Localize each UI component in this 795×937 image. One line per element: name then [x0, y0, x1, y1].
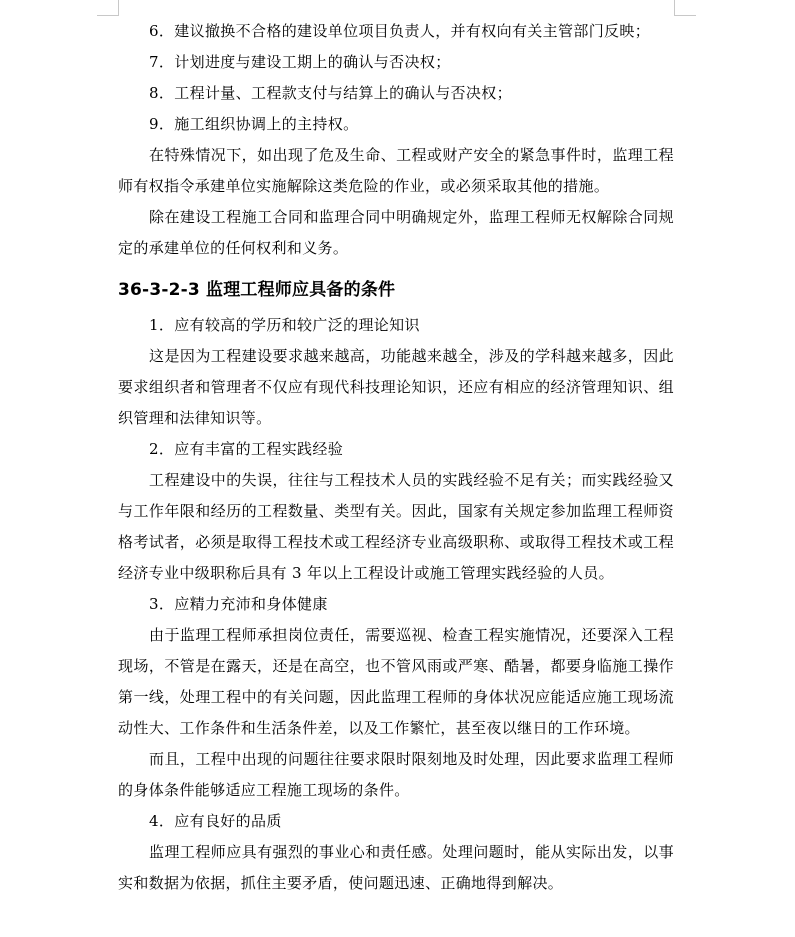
paragraph: 在特殊情况下，如出现了危及生命、工程或财产安全的紧急事件时，监理工程师有权指令承建单位实施解除这类危险的作业，或必须采取其他的措施。	[118, 146, 674, 195]
list-item: 1．应有较高的学历和较广泛的理论知识	[149, 316, 420, 334]
list-item: 9．施工组织协调上的主持权。	[149, 115, 359, 133]
crop-mark-top-left	[97, 15, 119, 16]
document-body	[118, 16, 674, 899]
crop-mark-top-left	[118, 0, 119, 16]
list-item: 6．建议撤换不合格的建设单位项目负责人，并有权向有关主管部门反映；	[149, 22, 651, 40]
list-item: 4．应有良好的品质	[149, 812, 282, 830]
paragraph: 监理工程师应具有强烈的事业心和责任感。处理问题时，能从实际出发，以事实和数据为依据，抓住主要矛盾，使问题迅速、正确地得到解决。	[118, 843, 674, 892]
paragraph: 而且，工程中出现的问题往往要求限时限刻地及时处理，因此要求监理工程师的身体条件能够适应工程施工现场的条件。	[118, 750, 674, 799]
crop-mark-top-right	[674, 15, 696, 16]
paragraph: 工程建设中的失误，往往与工程技术人员的实践经验不足有关；而实践经验又与工作年限和经历的工程数量、类型有关。因此，国家有关规定参加监理工程师资格考试者，必须是取得工程技术或工程经济专业高级职称、或取得工程技术或工程经济专业中级职称后具有 3 年以上工程设计或施工管理实践经验的人员。	[118, 471, 674, 582]
section-heading: 36-3-2-3 监理工程师应具备的条件	[118, 280, 396, 300]
paragraph: 除在建设工程施工合同和监理合同中明确规定外，监理工程师无权解除合同规定的承建单位的任何权利和义务。	[118, 208, 674, 257]
list-item: 2．应有丰富的工程实践经验	[149, 440, 344, 458]
paragraph: 这是因为工程建设要求越来越高，功能越来越全，涉及的学科越来越多，因此要求组织者和管理者不仅应有现代科技理论知识，还应有相应的经济管理知识、组织管理和法律知识等。	[118, 347, 674, 427]
list-item: 8．工程计量、工程款支付与结算上的确认与否决权；	[149, 84, 512, 102]
paragraph: 由于监理工程师承担岗位责任，需要巡视、检查工程实施情况，还要深入工程现场，不管是在露天，还是在高空，也不管风雨或严寒、酷暑，都要身临施工操作第一线，处理工程中的有关问题，因此监理工程师的身体状况应能适应施工现场流动性大、工作条件和生活条件差，以及工作繁忙，甚至夜以继日的工作环境。	[118, 626, 674, 737]
list-item: 7．计划进度与建设工期上的确认与否决权；	[149, 53, 451, 71]
crop-mark-top-right	[674, 0, 675, 16]
list-item: 3．应精力充沛和身体健康	[149, 595, 328, 613]
